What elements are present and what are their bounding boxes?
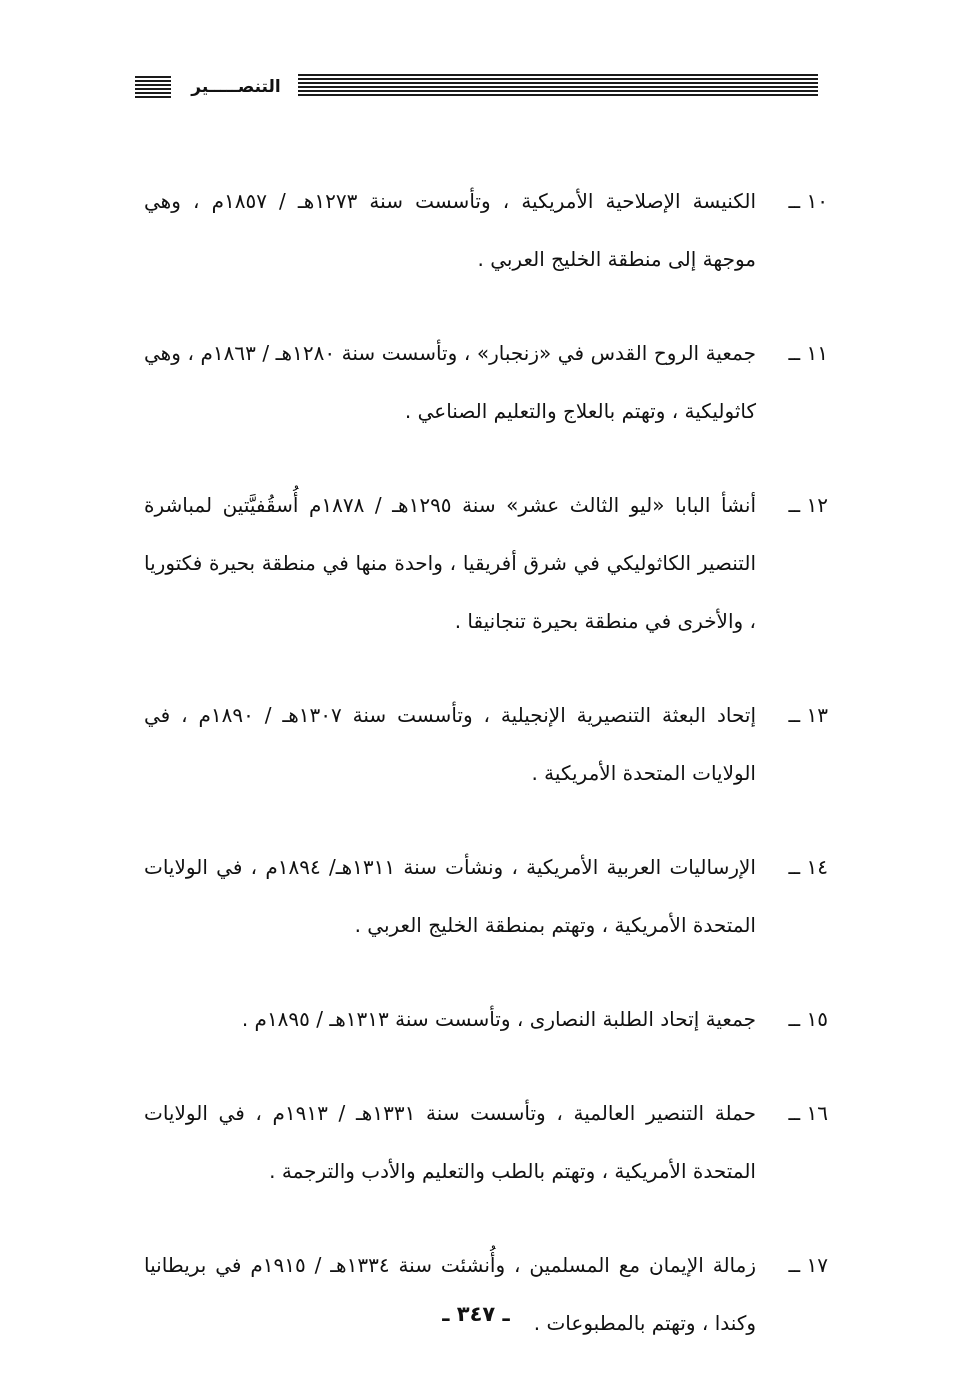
list-item — [138, 990, 828, 1048]
header-title: التنصـــــير — [191, 77, 281, 97]
header-rule-left — [135, 76, 171, 98]
item-text: زمالة الإيمان مع المسلمين ، وأُنشئت سنة ١٣٣٤هـ / ١٩١٥م في بريطانيا وكندا ، وتهتم بالمطبوعات . — [144, 1253, 756, 1335]
organization-list — [138, 172, 828, 1388]
page-number: ـ ٣٤٧ ـ — [442, 1302, 510, 1326]
running-header — [135, 70, 818, 104]
list-item — [138, 172, 828, 288]
item-number: ١١ ــ — [788, 341, 828, 365]
item-number: ١٧ ــ — [788, 1253, 828, 1277]
header-rule-right — [298, 74, 818, 98]
item-number: ١٣ ــ — [788, 703, 828, 727]
item-number: ١٠ ــ — [788, 189, 828, 213]
item-text: الكنيسة الإصلاحية الأمريكية ، وتأسست سنة ١٢٧٣هـ / ١٨٥٧م ، وهي موجهة إلى منطقة الخليج العربي . — [144, 189, 756, 271]
item-number: ١٢ ــ — [788, 493, 828, 517]
list-item — [138, 476, 828, 650]
item-text: جمعية الروح القدس في «زنجبار» ، وتأسست سنة ١٢٨٠هـ / ١٨٦٣م ، وهي كاثوليكية ، وتهتم بالعلاج والتعليم الصناعي . — [144, 341, 756, 423]
item-number: ١٦ ــ — [788, 1101, 828, 1125]
item-text: إتحاد البعثة التنصيرية الإنجيلية ، وتأسست سنة ١٣٠٧هـ / ١٨٩٠م ، في الولايات المتحدة الأمريكية . — [144, 703, 756, 785]
list-item — [138, 1084, 828, 1200]
list-item — [138, 686, 828, 802]
item-text: حملة التنصير العالمية ، وتأسست سنة ١٣٣١هـ / ١٩١٣م ، في الولايات المتحدة الأمريكية ، وتهتم بالطب والتعليم والأدب والترجمة . — [144, 1101, 757, 1183]
item-text: جمعية إتحاد الطلبة النصارى ، وتأسست سنة ١٣١٣هـ / ١٨٩٥م . — [241, 1007, 756, 1031]
list-item — [138, 1236, 828, 1352]
item-number: ١٤ ــ — [788, 855, 828, 879]
list-item — [138, 838, 828, 954]
item-text: الإرساليات العربية الأمريكية ، ونشأت سنة ١٣١١هـ/ ١٨٩٤م ، في الولايات المتحدة الأمريكية ، وتهتم بمنطقة الخليج العربي . — [144, 855, 756, 937]
item-number: ١٥ ــ — [788, 1007, 828, 1031]
item-text: أنشأ البابا «ليو الثالث عشر» سنة ١٢٩٥هـ / ١٨٧٨م أُسقُفيَّتين لمباشرة التنصير الكاثوليكي في شرق أفريقيا ، واحدة منها في منطقة بحيرة فكتوريا ، والأخرى في منطقة بحيرة تنجانيقا . — [144, 493, 757, 633]
list-item — [138, 324, 828, 440]
